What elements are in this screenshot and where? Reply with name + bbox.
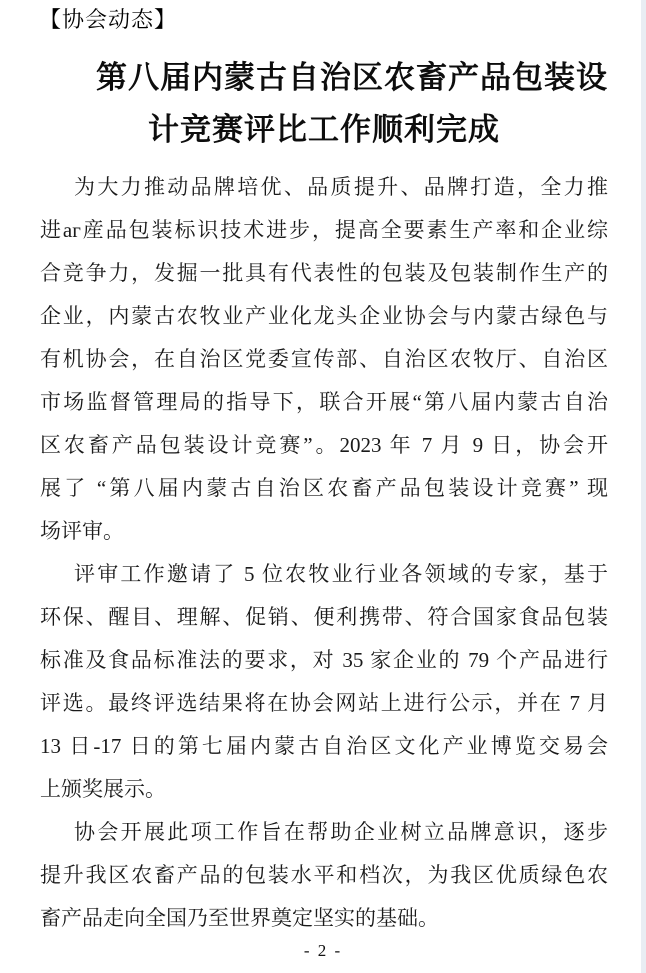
text-line: 合竞争力，发掘一批具有代表性的包装及包装制作生产的 (40, 261, 608, 285)
article-title-line2: 计竞赛评比工作顺利完成 (148, 112, 500, 147)
text-line: 市场监督管理局的指导下，联合开展“第八届内蒙古自治 (40, 390, 608, 414)
section-header: 【协会动态】 (39, 7, 178, 32)
text-line: 为大力推动品牌培优、品质提升、品牌打造，全力推 (74, 175, 608, 199)
article-body (40, 166, 608, 940)
text-line: 13 日-17 日的第七届内蒙古自治区文化产业博览交易会 (40, 734, 608, 758)
text-line: 企业，内蒙古农牧业产业化龙头企业协会与内蒙古绿色与 (40, 304, 608, 328)
paragraph (40, 811, 608, 940)
paragraph (40, 166, 608, 553)
page-edge-strip (641, 0, 646, 973)
text-line: 场评审。 (40, 519, 124, 543)
text-line: 畜产品走向全国乃至世界奠定坚实的基础。 (40, 906, 439, 930)
paragraph (40, 553, 608, 811)
text-line: 提升我区农畜产品的包装水平和档次，为我区优质绿色农 (40, 863, 608, 887)
text-line: 上颁奖展示。 (40, 777, 166, 801)
text-line: 进аг産品包装标识技术进步，提高全要素生产率和企业综 (40, 218, 608, 242)
text-line: 协会开展此项工作旨在帮助企业树立品牌意识，逐步 (74, 820, 608, 844)
article-title (40, 52, 608, 156)
text-line: 评选。最终评选结果将在协会网站上进行公示，并在 7 月 (40, 691, 608, 715)
page-number: - 2 - (303, 941, 343, 960)
text-line: 展了 “第八届内蒙古自治区农畜产品包装设计竞赛” 现 (40, 476, 608, 500)
text-line: 区农畜产品包装设计竞赛”。2023 年 7 月 9 日，协会开 (40, 433, 608, 457)
text-line: 环保、醒目、理解、促销、便利携带、符合国家食品包装 (40, 605, 608, 629)
text-line: 有机协会，在自治区党委宣传部、自治区农牧厅、自治区 (40, 347, 608, 371)
text-line: 标准及食品标准法的要求，对 35 家企业的 79 个产品进行 (40, 648, 608, 672)
text-line: 评审工作邀请了 5 位农牧业行业各领域的专家，基于 (74, 562, 608, 586)
article-title-line1: 第八届内蒙古自治区农畜产品包装设 (96, 60, 608, 95)
